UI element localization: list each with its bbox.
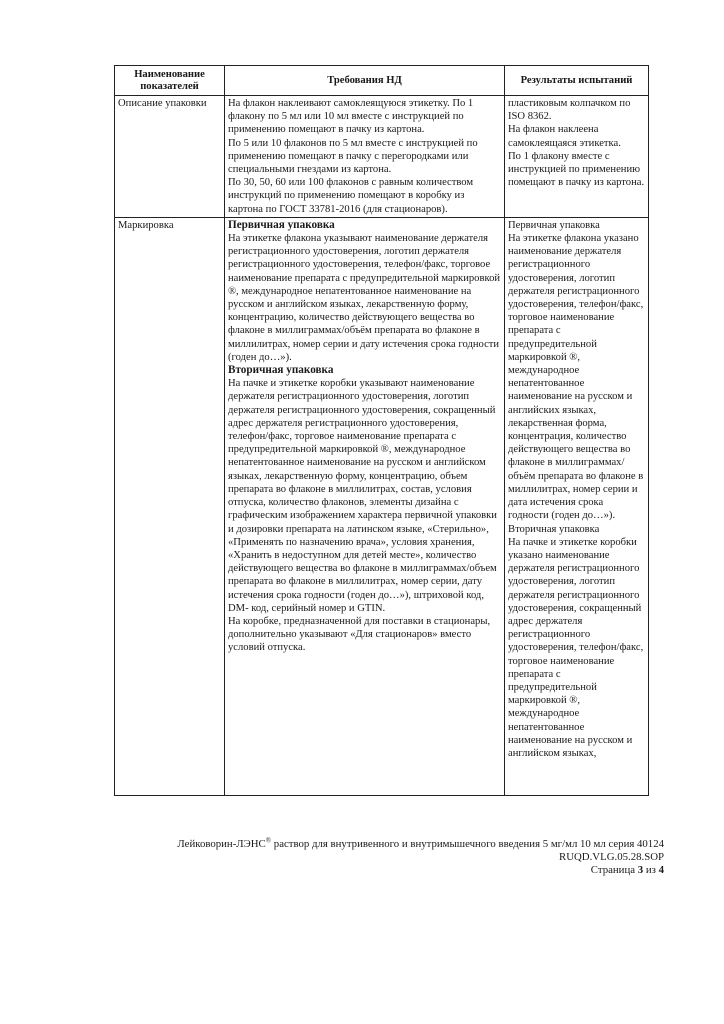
registered-mark: ® (265, 836, 272, 845)
secondary-packaging-heading: Вторичная упаковка (228, 364, 334, 377)
table-row (115, 217, 649, 795)
footer-product-name: Лейковорин-ЛЭНС (177, 838, 266, 850)
footer-doc-code: RUQD.VLG.05.28.SOP (559, 851, 664, 863)
footer-product-line (177, 838, 664, 851)
primary-packaging-text: На этикетке флакона указано наименование держателя регистрационного удостоверения, логотип держателя регистрационного удостоверения, телефон/факс, торговое наименование препарата с предупредительной маркировкой ®, международное непатентованное наименование на русском и английских языках, лекарственная форма, концентрация, количество действующего вещества во флаконе в миллиграммах/объём препарата во флаконе в миллилитрах, номер серии и дата истечения срока годности (годен до…»). (508, 233, 644, 522)
results-cell (505, 96, 649, 218)
page-separator: из (643, 864, 659, 876)
results-paragraph: пластиковым колпачком по ISO 8362. (508, 98, 631, 123)
results-paragraph: На флакон наклеена самоклеящаяся этикетка. (508, 124, 621, 149)
requirements-cell (225, 96, 505, 218)
header-results: Результаты испытаний (505, 66, 649, 96)
requirements-paragraph: По 30, 50, 60 или 100 флаконов с равным количеством инструкций по применению помещают в коробку из картона по ГОСТ 33781-2016 (для стационаров). (228, 177, 474, 215)
secondary-packaging-heading: Вторичная упаковка (508, 523, 600, 535)
page-current: 3 (637, 864, 644, 876)
header-indicator: Наименование показателей (115, 66, 225, 96)
primary-packaging-heading: Первичная упаковка (508, 219, 600, 231)
secondary-packaging-text: На пачке и этикетке коробки указано наименование держателя регистрационного удостоверения, логотип держателя регистрационного удостоверения, сокращенный адрес держателя регистрационного удостоверения, телефон/факс, торговое наименование препарата с предупредительной маркировкой ®, международное непатентованное наименование на русском и английском языках, (508, 536, 644, 759)
page-total: 4 (658, 864, 664, 876)
table-row (115, 96, 649, 218)
footer-page-number (591, 864, 664, 877)
indicator-cell: Описание упаковки (115, 96, 225, 218)
requirements-paragraph: По 5 или 10 флаконов по 5 мл вместе с инструкцией по применению помещают в пачку с перегородками или специальными гнездами из картона. (228, 137, 478, 176)
hospital-packaging-text: На коробке, предназначенной для поставки в стационары, дополнительно указывают «Для стационаров» вместо условий отпуска. (228, 615, 491, 654)
secondary-packaging-text: На пачке и этикетке коробки указывают наименование держателя регистрационного удостоверения, логотип держателя регистрационного удостоверения, сокращенный адрес держателя регистрационного удостоверения, телефон/факс, торговое наименование препарата с предупредительной маркировкой ®, международное непатентованное наименование на русском и английском языках, лекарственную форму, концентрацию, объем препарата во флаконе в миллилитрах, состав, условия отпуска, количество флаконов, элементы дизайна с графическим изображением характера первичной упаковки и дозировки препарата на латинском языке, «Стерильно», «Применять по назначению врача», условия хранения, «Хранить в недоступном для детей месте», количество действующего вещества во флаконе в миллиграммах/объем препарата во флаконе в миллилитрах, номер серии, дату истечения срока годности (годен до…»), штриховой код, DM- код, серийный номер и GTIN. (228, 378, 497, 614)
results-paragraph: По 1 флакону вместе с инструкцией по применению помещают в пачку из картона. (508, 150, 645, 189)
indicator-cell: Маркировка (115, 217, 225, 795)
primary-packaging-heading: Первичная упаковка (228, 218, 335, 231)
requirements-paragraph: На флакон наклеивают самоклеящуюся этикетку. По 1 флакону по 5 мл или 10 мл вместе с инструкцией по применению помещают в пачку из картона. (228, 98, 474, 136)
results-cell (505, 217, 649, 795)
table-header-row (115, 66, 649, 96)
footer-product-description: раствор для внутривенного и внутримышечного введения 5 мг/мл 10 мл серия 40124 (271, 838, 664, 850)
primary-packaging-text: На этикетке флакона указывают наименование держателя регистрационного удостоверения, логотип держателя регистрационного удостоверения, телефон/факс, торговое наименование препарата с предупредительной маркировкой ®, международное непатентованное наименование на русском и английском языках, лекарственную форму, концентрацию, количество действующего вещества во флаконе в миллиграммах/объём препарата во флаконе в миллилитрах, номер серии и дату истечения срока годности (годен до…»). (228, 233, 501, 363)
page-label: Страница (590, 864, 638, 876)
specification-table (114, 65, 649, 796)
header-requirements: Требования НД (225, 66, 505, 96)
requirements-cell (225, 217, 505, 795)
